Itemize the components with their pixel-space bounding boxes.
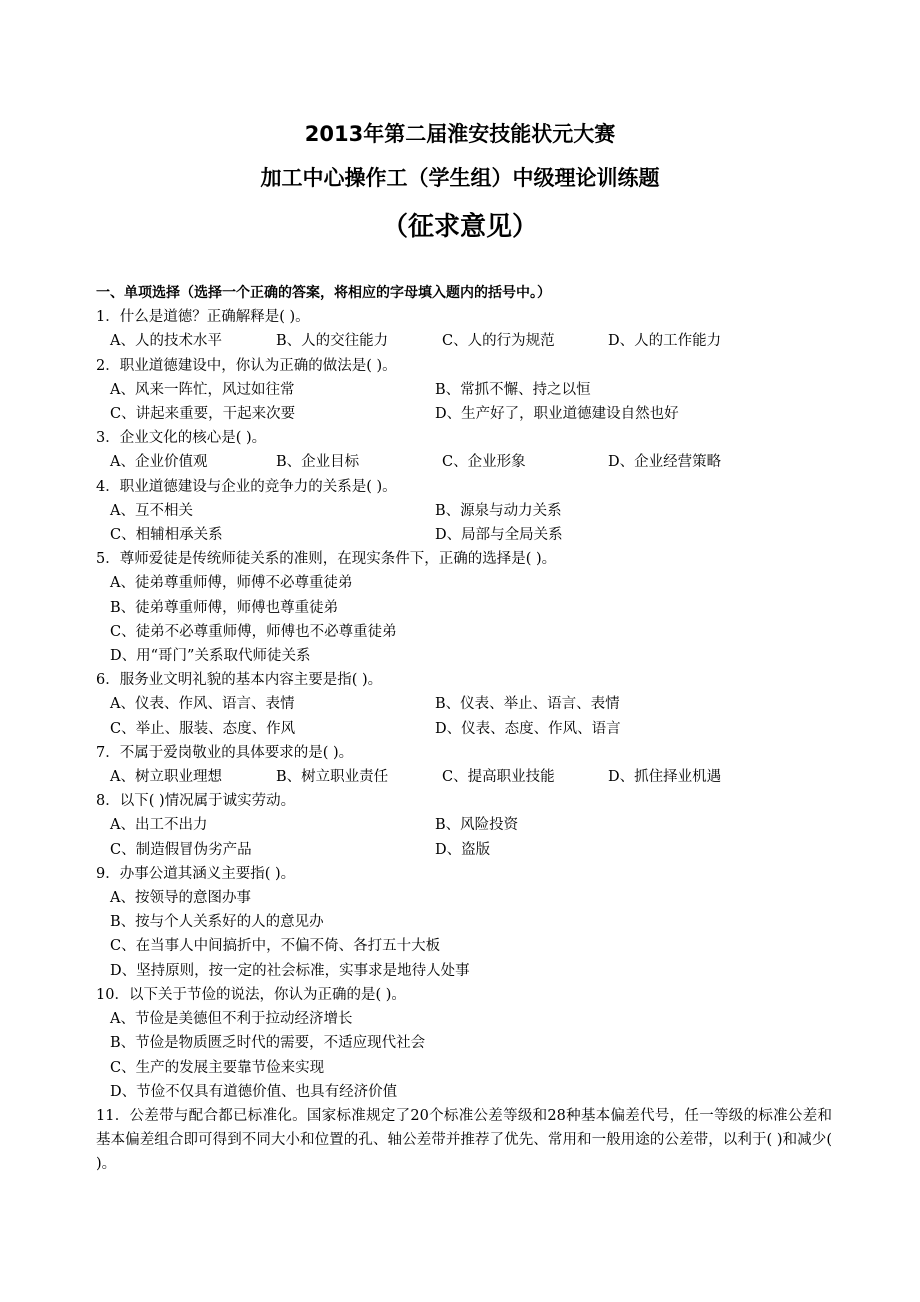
question-list — [96, 305, 832, 1104]
option-d: D、局部与全局关系 — [435, 527, 563, 544]
question-text: 9．办事公道其涵义主要指( )。 — [96, 865, 296, 882]
question-11: 11．公差带与配合都已标准化。国家标准规定了20个标准公差等级和28种基本偏差代号，任一等级的标准公差和基本偏差组合即可得到不同大小和位置的孔、轴公差带并推荐了优先、常用和一般用途的公差带，以利于( )和减少( )。 — [96, 1107, 832, 1173]
option-b: B、按与个人关系好的人的意见办 — [110, 914, 324, 931]
question-item — [96, 862, 832, 983]
option-b: B、风险投资 — [435, 817, 519, 834]
option-a: A、仪表、作风、语言、表情 — [110, 696, 295, 713]
option-c: C、制造假冒伪劣产品 — [110, 841, 252, 858]
option-group — [96, 886, 832, 983]
question-item — [96, 789, 832, 862]
title-line-3: （征求意见） — [381, 212, 538, 242]
document-header — [0, 112, 920, 254]
option-d: D、企业经营策略 — [608, 454, 722, 471]
question-text: 6．服务业文明礼貌的基本内容主要是指( )。 — [96, 672, 383, 689]
option-d: D、抓住择业机遇 — [608, 769, 722, 786]
option-c: C、举止、服装、态度、作风 — [110, 720, 296, 737]
option-a: A、出工不出力 — [110, 817, 208, 834]
option-a: A、人的技术水平 — [110, 333, 222, 350]
option-c: C、徒弟不必尊重师傅，师傅也不必尊重徒弟 — [110, 623, 397, 640]
option-a: A、企业价值观 — [110, 454, 208, 471]
question-item — [96, 475, 832, 548]
question-item — [96, 983, 832, 1104]
question-text: 4．职业道德建设与企业的竞争力的关系是( )。 — [96, 478, 397, 495]
question-text: 10．以下关于节俭的说法，你认为正确的是( )。 — [96, 986, 406, 1003]
option-d: D、节俭不仅具有道德价值、也具有经济价值 — [110, 1083, 398, 1100]
question-text: 8．以下( )情况属于诚实劳动。 — [96, 793, 296, 810]
question-text: 7．不属于爱岗敬业的具体要求的是( )。 — [96, 744, 354, 761]
question-text: 2．职业道德建设中，你认为正确的做法是( )。 — [96, 357, 397, 374]
option-a: A、树立职业理想 — [110, 769, 222, 786]
option-b: B、树立职业责任 — [276, 769, 389, 786]
option-a: A、徒弟尊重师傅，师傅不必尊重徒弟 — [110, 575, 353, 592]
option-group — [96, 450, 832, 474]
option-c: C、企业形象 — [442, 454, 526, 471]
option-group — [96, 499, 832, 547]
option-c: C、生产的发展主要靠节俭来实现 — [110, 1059, 325, 1076]
question-item — [96, 547, 832, 668]
title-line-1: 2013年第二届淮安技能状元大赛 — [304, 122, 616, 146]
option-b: B、源泉与动力关系 — [435, 502, 562, 519]
option-b: B、徒弟尊重师傅，师傅也尊重徒弟 — [110, 599, 339, 616]
option-d: D、坚持原则，按一定的社会标准，实事求是地待人处事 — [110, 962, 470, 979]
option-a: A、互不相关 — [110, 502, 193, 519]
option-a: A、风来一阵忙，风过如往常 — [110, 381, 295, 398]
question-item — [96, 305, 832, 353]
option-c: C、提高职业技能 — [442, 769, 555, 786]
option-group — [96, 329, 832, 353]
section-heading: 一、单项选择（选择一个正确的答案，将相应的字母填入题内的括号中。） — [96, 285, 551, 301]
question-text: 1．什么是道德？正确解释是( )。 — [96, 309, 310, 326]
option-b: B、人的交往能力 — [276, 333, 389, 350]
question-text: 5．尊师爱徒是传统师徒关系的准则，在现实条件下，正确的选择是( )。 — [96, 551, 557, 568]
option-d: D、用“哥门”关系取代师徒关系 — [110, 648, 311, 665]
option-group — [96, 378, 832, 426]
option-group — [96, 1007, 832, 1104]
option-c: C、人的行为规范 — [442, 333, 555, 350]
option-b: B、仪表、举止、语言、表情 — [435, 696, 620, 713]
question-text: 3．企业文化的核心是( )。 — [96, 430, 267, 447]
option-a: A、节俭是美德但不利于拉动经济增长 — [110, 1011, 353, 1028]
option-b: B、节俭是物质匮乏时代的需要，不适应现代社会 — [110, 1035, 426, 1052]
option-d: D、仪表、态度、作风、语言 — [435, 720, 621, 737]
option-c: C、讲起来重要，干起来次要 — [110, 406, 296, 423]
option-group — [96, 813, 832, 861]
question-item — [96, 354, 832, 427]
question-item — [96, 426, 832, 474]
option-b: B、常抓不懈、持之以恒 — [435, 381, 591, 398]
question-item — [96, 668, 832, 741]
option-d: D、生产好了，职业道德建设自然也好 — [435, 406, 679, 423]
option-a: A、按领导的意图办事 — [110, 890, 251, 907]
question-item — [96, 741, 832, 789]
option-group — [96, 765, 832, 789]
option-b: B、企业目标 — [276, 454, 360, 471]
title-line-2: 加工中心操作工（学生组）中级理论训练题 — [260, 166, 660, 190]
option-d: D、盗版 — [435, 841, 491, 858]
option-d: D、人的工作能力 — [608, 333, 722, 350]
option-c: C、在当事人中间搞折中，不偏不倚、各打五十大板 — [110, 938, 441, 955]
question-body — [96, 281, 832, 1177]
option-group — [96, 571, 832, 668]
option-c: C、相辅相承关系 — [110, 527, 223, 544]
option-group — [96, 692, 832, 740]
